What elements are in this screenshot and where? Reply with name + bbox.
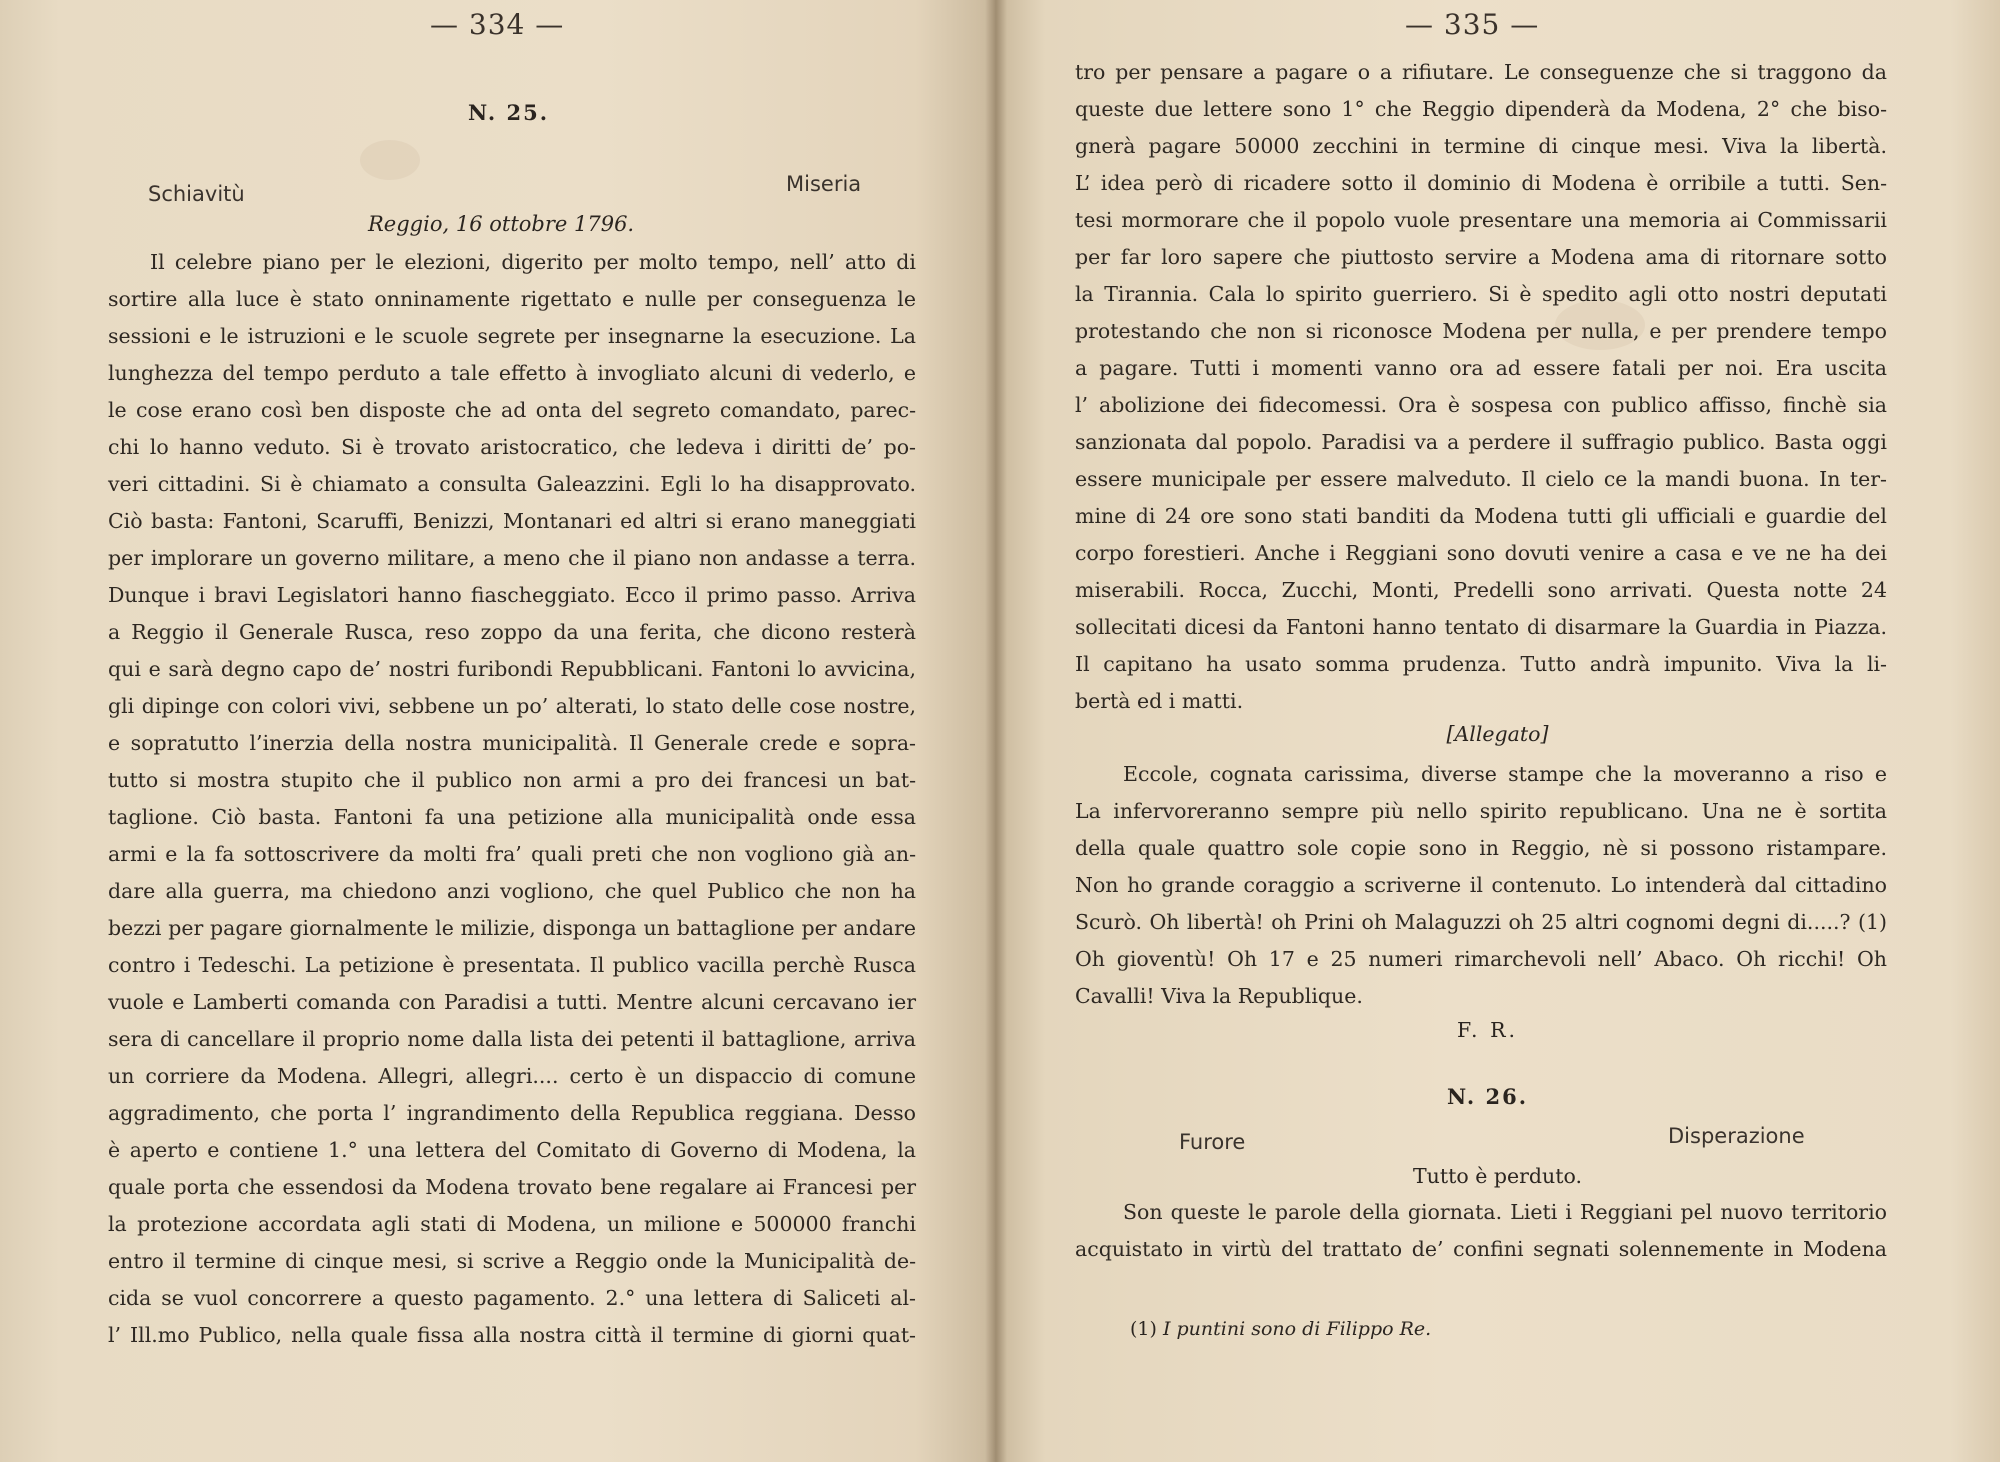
- text-line: l’ Ill.mo Publico, nella quale fissa alla nostra città il termine di giorni quat-: [108, 1323, 916, 1347]
- text-line: armi e la fa sottoscrivere da molti fra’ quali preti che non vogliono già an-: [108, 842, 916, 866]
- text-line: La infervoreranno sempre più nello spirito republicano. Una ne è sortita: [1075, 799, 1887, 823]
- motto-right: Miseria: [786, 172, 862, 196]
- text-line: bertà ed i matti.: [1075, 689, 1244, 713]
- text-line: bezzi per pagare giornalmente le milizie, disponga un battaglione per andare: [108, 916, 916, 940]
- footnote-text: I puntini sono di Filippo Re.: [1162, 1318, 1432, 1340]
- text-line: Cavalli! Viva la Republique.: [1075, 984, 1363, 1008]
- text-line: Il celebre piano per le elezioni, digerito per molto tempo, nell’ atto di: [150, 250, 916, 274]
- text-line: cida se vuol concorrere a questo pagamento. 2.° una lettera di Saliceti al-: [108, 1286, 916, 1310]
- motto-left: Schiavitù: [148, 182, 245, 206]
- text-line: corpo forestieri. Anche i Reggiani sono dovuti venire a casa e ve ne ha dei: [1075, 541, 1887, 565]
- text-line: Eccole, cognata carissima, diverse stampe che la moveranno a riso e: [1123, 762, 1887, 786]
- text-line: protestando che non si riconosce Modena per nulla, e per prendere tempo: [1075, 319, 1887, 343]
- text-line: la Tirannia. Cala lo spirito guerriero. Si è spedito agli otto nostri deputati: [1075, 282, 1887, 306]
- text-line: a pagare. Tutti i momenti vanno ora ad essere fatali per noi. Era uscita: [1075, 356, 1887, 380]
- text-line: vuole e Lamberti comanda con Paradisi a tutti. Mentre alcuni cercavano ier: [108, 990, 916, 1014]
- text-line: sera di cancellare il proprio nome dalla lista dei petenti il battaglione, arriva: [108, 1027, 916, 1051]
- text-line: gli dipinge con colori vivi, sebbene un po’ alterati, lo stato delle cose nostre,: [108, 694, 916, 718]
- text-line: e sopratutto l’inerzia della nostra municipalità. Il Generale crede e sopra-: [108, 731, 916, 755]
- text-line: Dunque i bravi Legislatori hanno fiascheggiato. Ecco il primo passo. Arriva: [108, 583, 916, 607]
- section-title: N. 25.: [468, 100, 550, 125]
- text-line: entro il termine di cinque mesi, si scrive a Reggio onde la Municipalità de-: [108, 1249, 916, 1273]
- text-line: sessioni e le istruzioni e le scuole segrete per insegnarne la esecuzione. La: [108, 324, 916, 348]
- text-line: aggradimento, che porta l’ ingrandimento della Republica reggiana. Desso: [108, 1101, 916, 1125]
- body-text: [1075, 54, 1887, 720]
- body-text: [108, 244, 916, 1354]
- footnote-marker: (1): [1130, 1318, 1157, 1340]
- signature: F. R.: [1457, 1018, 1519, 1042]
- right-page: [995, 0, 2000, 1462]
- text-line: dare alla guerra, ma chiedono anzi vogliono, che quel Publico che non ha: [108, 879, 916, 903]
- closing-text: [1075, 1194, 1887, 1268]
- allegato-heading: [Allegato]: [1446, 722, 1549, 746]
- text-line: tutto si mostra stupito che il publico non armi a pro dei francesi un bat-: [108, 768, 916, 792]
- text-line: la protezione accordata agli stati di Modena, un milione e 500000 franchi: [108, 1212, 916, 1236]
- motto-left: Furore: [1179, 1130, 1246, 1154]
- dateline: Reggio, 16 ottobre 1796.: [368, 212, 635, 236]
- text-line: mine di 24 ore sono stati banditi da Modena tutti gli ufficiali e guardie del: [1075, 504, 1887, 528]
- text-line: acquistato in virtù del trattato de’ confini segnati solennemente in Modena: [1075, 1237, 1887, 1261]
- allegato-text: [1075, 756, 1887, 1015]
- text-line: contro i Tedeschi. La petizione è presentata. Il publico vacilla perchè Rusca: [108, 953, 916, 977]
- text-line: l’ abolizione dei fidecomessi. Ora è sospesa con publico affisso, finchè sia: [1075, 393, 1887, 417]
- text-line: chi lo hanno veduto. Si è trovato aristocratico, che ledeva i diritti de’ po-: [108, 435, 916, 459]
- text-line: essere municipale per essere malveduto. Il cielo ce la mandi buona. In ter-: [1075, 467, 1887, 491]
- text-line: L’ idea però di ricadere sotto il dominio di Modena è orribile a tutti. Sen-: [1075, 171, 1887, 195]
- text-line: Scurò. Oh libertà! oh Prini oh Malaguzzi oh 25 altri cognomi degni di.....? (1): [1075, 910, 1887, 934]
- page-number: — 334 —: [430, 8, 565, 41]
- text-line: sollecitati dicesi da Fantoni hanno tentato di disarmare la Guardia in Piazza.: [1075, 615, 1887, 639]
- text-line: per implorare un governo militare, a meno che il piano non andasse a terra.: [108, 546, 916, 570]
- text-line: Oh gioventù! Oh 17 e 25 numeri rimarchevoli nell’ Abaco. Oh ricchi! Oh: [1075, 947, 1887, 971]
- text-line: è aperto e contiene 1.° una lettera del Comitato di Governo di Modena, la: [108, 1138, 916, 1162]
- text-line: quale porta che essendosi da Modena trovato bene regalare ai Francesi per: [108, 1175, 916, 1199]
- text-line: Ciò basta: Fantoni, Scaruffi, Benizzi, Montanari ed altri si erano maneggiati: [108, 509, 916, 533]
- text-line: qui e sarà degno capo de’ nostri furibondi Repubblicani. Fantoni lo avvicina,: [108, 657, 916, 681]
- footnote: [1130, 1318, 1431, 1340]
- text-line: a Reggio il Generale Rusca, reso zoppo da una ferita, che dicono resterà: [108, 620, 916, 644]
- text-line: per far loro sapere che piuttosto servire a Modena ama di ritornare sotto: [1075, 245, 1887, 269]
- book-gutter: [985, 0, 1007, 1462]
- section-title: N. 26.: [1447, 1084, 1529, 1109]
- text-line: tro per pensare a pagare o a rifiutare. Le conseguenze che si traggono da: [1075, 60, 1887, 84]
- text-line: le cose erano così ben disposte che ad onta del segreto comandato, parec-: [108, 398, 916, 422]
- text-line: tesi mormorare che il popolo vuole presentare una memoria ai Commissarii: [1075, 208, 1887, 232]
- text-line: lunghezza del tempo perduto a tale effetto à invogliato alcuni di vederlo, e: [108, 361, 916, 385]
- text-line: sanzionata dal popolo. Paradisi va a perdere il suffragio publico. Basta oggi: [1075, 430, 1887, 454]
- text-line: Non ho grande coraggio a scriverne il contenuto. Lo intenderà dal cittadino: [1075, 873, 1887, 897]
- text-line: sortire alla luce è stato onninamente rigettato e nulle per conseguenza le: [108, 287, 916, 311]
- subtitle: Tutto è perduto.: [1413, 1164, 1582, 1188]
- page-number: — 335 —: [1405, 8, 1540, 41]
- text-line: gnerà pagare 50000 zecchini in termine di cinque mesi. Viva la libertà.: [1075, 134, 1887, 158]
- motto-right: Disperazione: [1668, 1124, 1805, 1148]
- text-line: queste due lettere sono 1° che Reggio dipenderà da Modena, 2° che biso-: [1075, 97, 1887, 121]
- text-line: Il capitano ha usato somma prudenza. Tutto andrà impunito. Viva la li-: [1075, 652, 1887, 676]
- text-line: miserabili. Rocca, Zucchi, Monti, Predelli sono arrivati. Questa notte 24: [1075, 578, 1887, 602]
- text-line: della quale quattro sole copie sono in Reggio, nè si possono ristampare.: [1075, 836, 1887, 860]
- text-line: un corriere da Modena. Allegri, allegri.... certo è un dispaccio di comune: [108, 1064, 916, 1088]
- text-line: taglione. Ciò basta. Fantoni fa una petizione alla municipalità onde essa: [108, 805, 916, 829]
- text-line: veri cittadini. Si è chiamato a consulta Galeazzini. Egli lo ha disapprovato.: [108, 472, 916, 496]
- left-page: [0, 0, 995, 1462]
- text-line: Son queste le parole della giornata. Lieti i Reggiani pel nuovo territorio: [1123, 1200, 1887, 1224]
